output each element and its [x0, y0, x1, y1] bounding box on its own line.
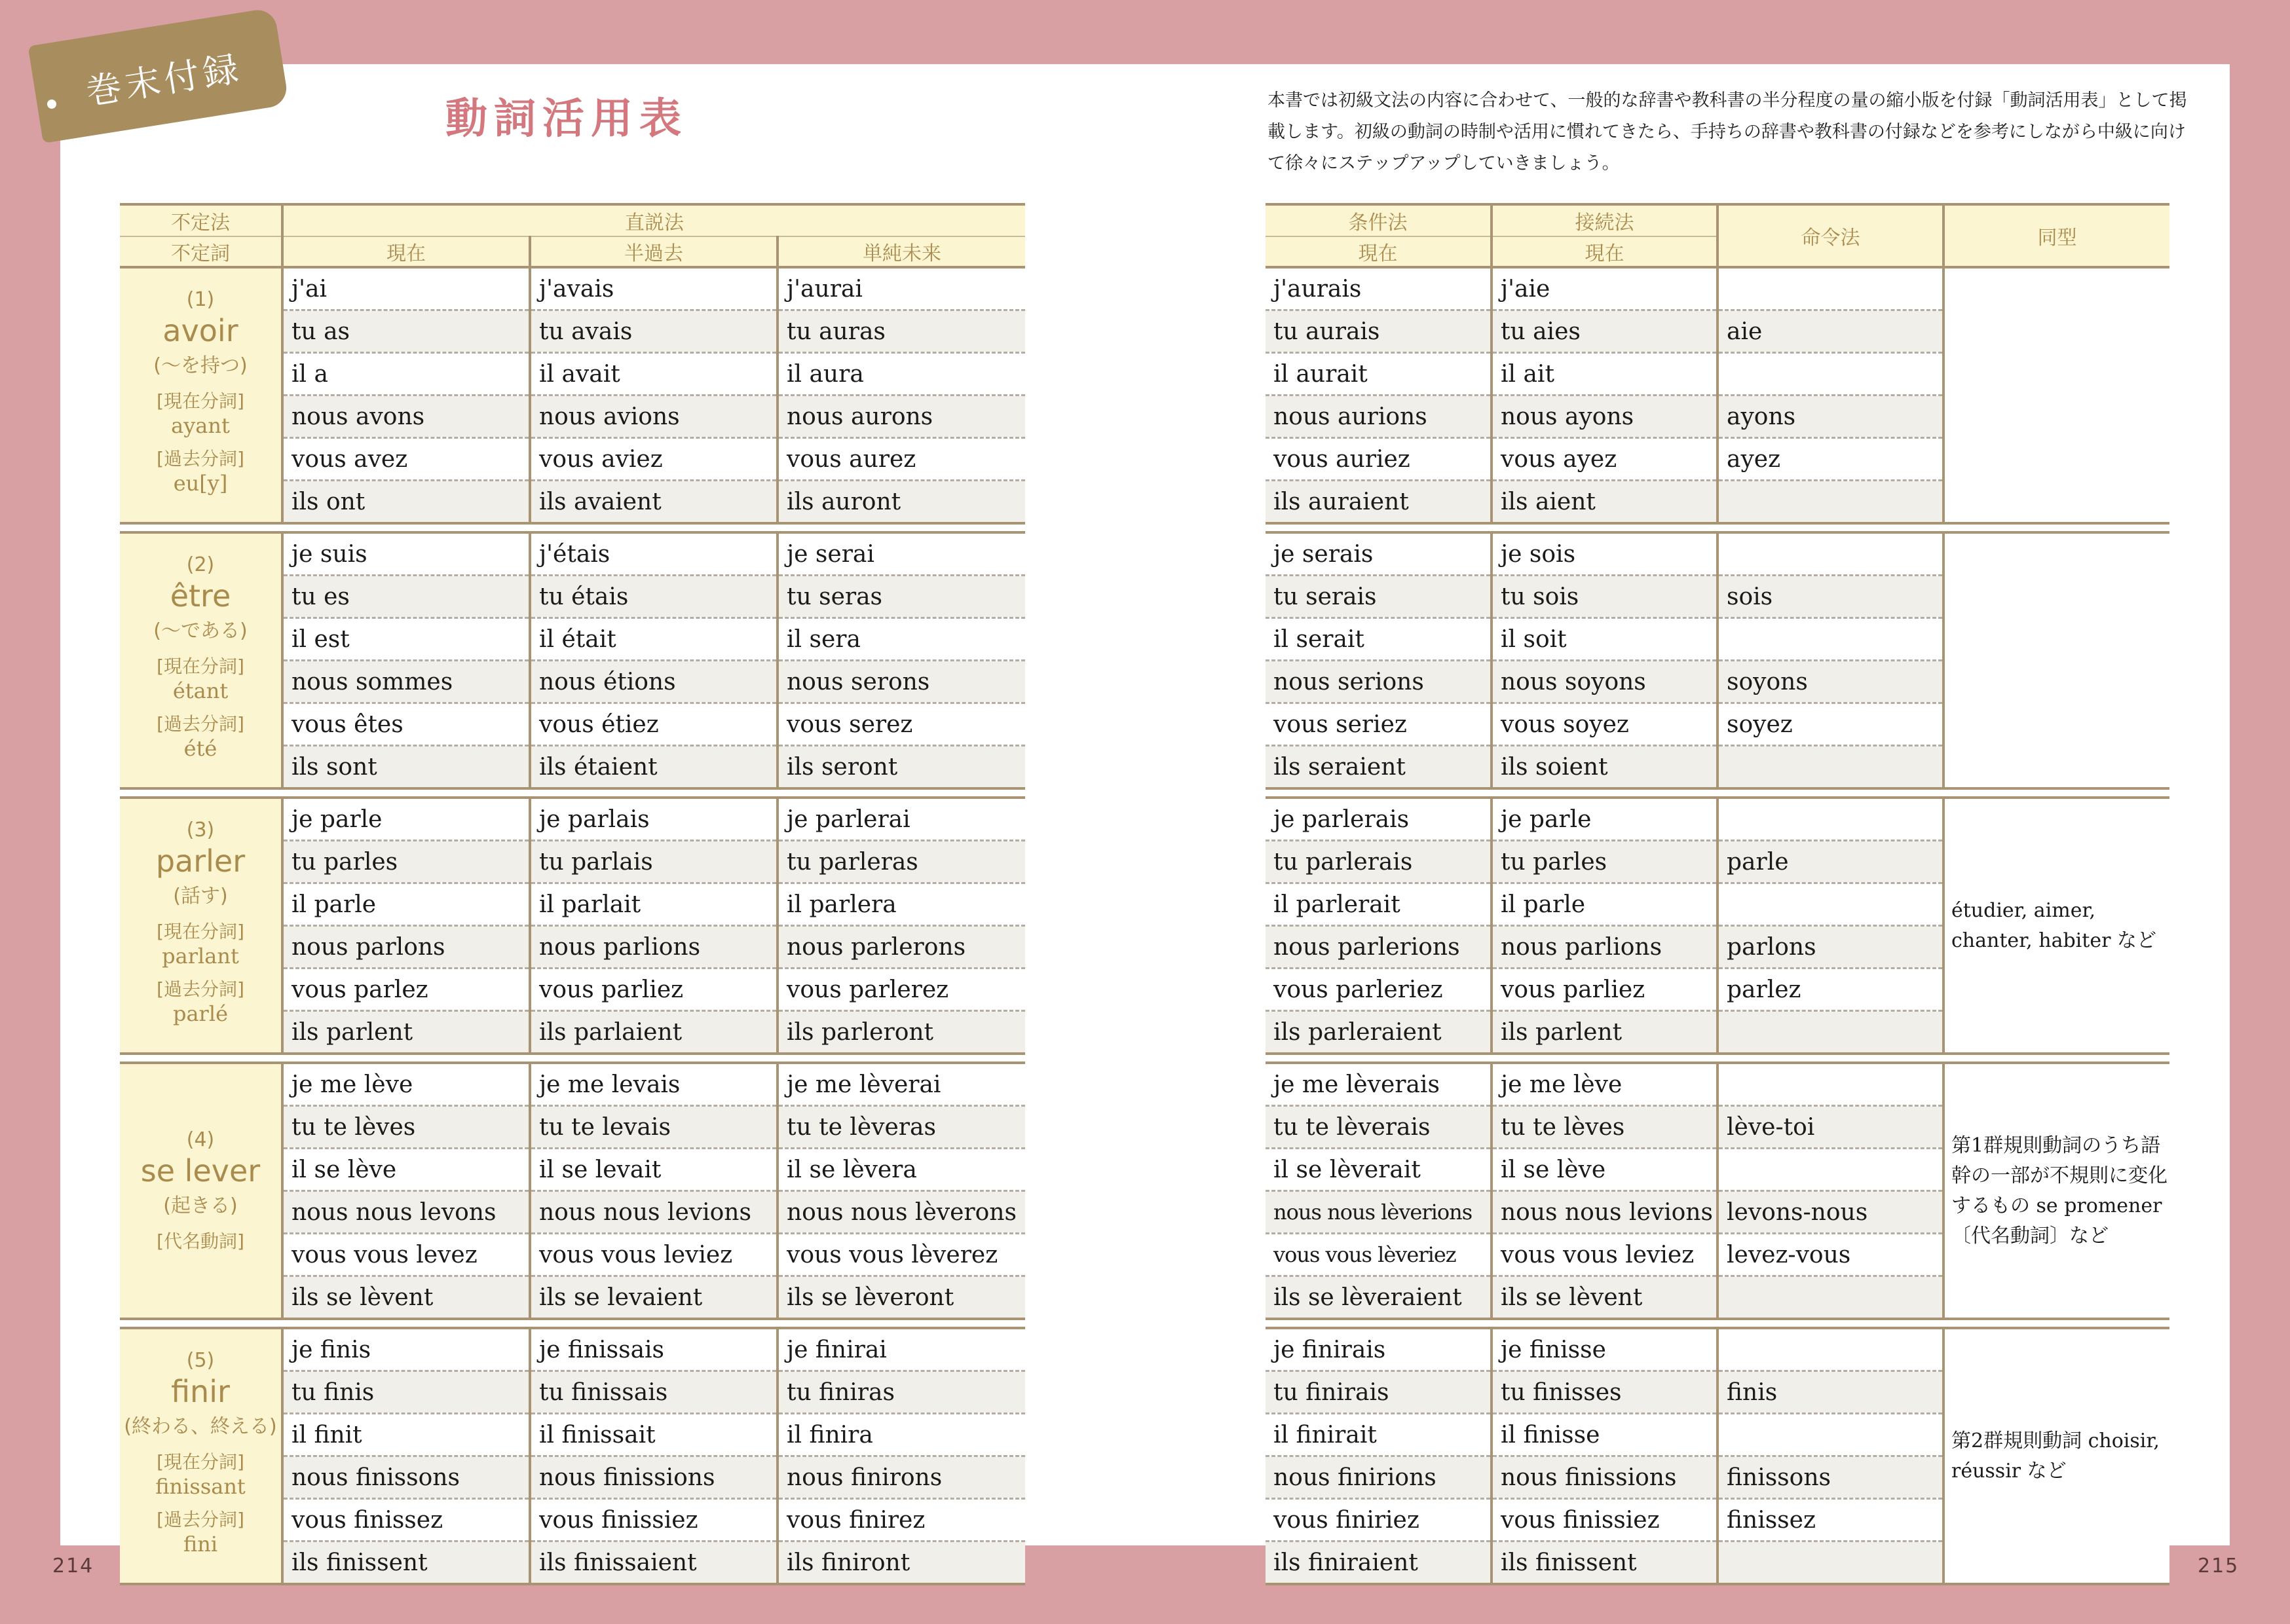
conditional-cell: je me lèverais	[1266, 1063, 1492, 1106]
conditional-cell: tu parlerais	[1266, 841, 1492, 883]
subjunctive-cell: ils aient	[1492, 481, 1718, 524]
table-row	[1266, 1063, 2169, 1106]
present-cell: il finit	[282, 1414, 530, 1456]
future-cell: ils seront	[778, 746, 1025, 789]
future-cell: tu seras	[778, 576, 1025, 618]
page-title: 動詞活用表	[445, 95, 688, 143]
imperfect-cell: vous parliez	[530, 969, 778, 1011]
subjunctive-cell: nous soyons	[1492, 661, 1718, 703]
present-cell: je suis	[282, 532, 530, 576]
imperative-cell: finissons	[1718, 1456, 1943, 1499]
subjunctive-cell: nous finissions	[1492, 1456, 1718, 1499]
header-conditional: 条件法	[1266, 204, 1492, 236]
future-cell: il finira	[778, 1414, 1025, 1456]
imperative-cell: sois	[1718, 576, 1943, 618]
verb-infinitive: avoir	[162, 313, 238, 348]
table-row	[1266, 1328, 2169, 1371]
conditional-cell: il finirait	[1266, 1414, 1492, 1456]
future-cell: tu te lèveras	[778, 1106, 1025, 1149]
future-cell: il sera	[778, 618, 1025, 661]
past-participle: parlé	[172, 1001, 229, 1026]
verb-number: (3)	[186, 819, 215, 841]
table-row	[1266, 267, 2169, 310]
subjunctive-cell: je finisse	[1492, 1328, 1718, 1371]
imperfect-cell: je me levais	[530, 1063, 778, 1106]
future-cell: tu auras	[778, 310, 1025, 353]
verb-number: (1)	[186, 288, 215, 311]
conditional-cell: nous aurions	[1266, 396, 1492, 438]
verb-meaning: (終わる、終える)	[124, 1415, 277, 1438]
verb-infinitive: parler	[155, 843, 246, 879]
present-cell: tu te lèves	[282, 1106, 530, 1149]
table-row	[1266, 798, 2169, 841]
future-cell: je parlerai	[778, 798, 1025, 841]
imperfect-cell: il avait	[530, 353, 778, 396]
present-cell: il se lève	[282, 1149, 530, 1191]
verb-number: (4)	[186, 1128, 215, 1151]
table-row	[120, 1328, 1025, 1371]
header-subjunctive: 接続法	[1492, 204, 1718, 236]
conditional-cell: j'aurais	[1266, 267, 1492, 310]
infinitive-cell	[120, 1063, 282, 1319]
imperative-cell: finissez	[1718, 1499, 1943, 1541]
imperative-cell	[1718, 532, 1943, 576]
page-number-right: 215	[2198, 1555, 2240, 1578]
imperfect-cell: vous étiez	[530, 703, 778, 746]
present-participle: finissant	[155, 1474, 246, 1499]
verb-number: (5)	[186, 1349, 215, 1372]
header-type: 同型	[1943, 204, 2169, 267]
table-row	[120, 267, 1025, 310]
group-separator	[1266, 523, 2169, 532]
imperfect-cell: tu finissais	[530, 1371, 778, 1414]
imperfect-cell: nous finissions	[530, 1456, 778, 1499]
present-cell: je me lève	[282, 1063, 530, 1106]
indicative-table	[120, 203, 1025, 1585]
verb-meaning: (話す)	[173, 885, 228, 908]
verb-meaning: (〜である)	[153, 619, 248, 642]
imperfect-cell: nous étions	[530, 661, 778, 703]
imperfect-cell: j'étais	[530, 532, 778, 576]
imperfect-cell: nous nous levions	[530, 1191, 778, 1234]
participle-label: [過去分詞]	[157, 1509, 244, 1530]
participle-label: [現在分詞]	[157, 1451, 244, 1473]
imperfect-cell: ils se levaient	[530, 1276, 778, 1320]
subjunctive-cell: nous parlions	[1492, 926, 1718, 969]
conditional-cell: je parlerais	[1266, 798, 1492, 841]
imperative-cell	[1718, 618, 1943, 661]
subjunctive-cell: il se lève	[1492, 1149, 1718, 1191]
subjunctive-cell: ils se lèvent	[1492, 1276, 1718, 1320]
past-participle: fini	[183, 1532, 218, 1557]
subjunctive-cell: ils soient	[1492, 746, 1718, 789]
future-cell: vous parlerez	[778, 969, 1025, 1011]
conditional-cell: tu aurais	[1266, 310, 1492, 353]
present-cell: nous nous levons	[282, 1191, 530, 1234]
present-cell: tu es	[282, 576, 530, 618]
imperative-cell: parle	[1718, 841, 1943, 883]
imperative-cell	[1718, 1063, 1943, 1106]
present-cell: ils se lèvent	[282, 1276, 530, 1320]
subjunctive-cell: tu finisses	[1492, 1371, 1718, 1414]
subjunctive-cell: je parle	[1492, 798, 1718, 841]
present-cell: je finis	[282, 1328, 530, 1371]
present-cell: ils ont	[282, 481, 530, 524]
imperative-cell	[1718, 883, 1943, 926]
verb-infinitive: se lever	[140, 1153, 261, 1189]
group-separator	[1266, 1054, 2169, 1063]
present-cell: ils parlent	[282, 1011, 530, 1054]
present-cell: il a	[282, 353, 530, 396]
verb-infinitive: être	[170, 578, 231, 614]
present-cell: ils finissent	[282, 1541, 530, 1585]
conditional-cell: nous finirions	[1266, 1456, 1492, 1499]
imperative-cell	[1718, 1149, 1943, 1191]
present-cell: nous finissons	[282, 1456, 530, 1499]
imperfect-cell: je parlais	[530, 798, 778, 841]
imperfect-cell: il était	[530, 618, 778, 661]
group-separator	[120, 788, 1025, 798]
participle-label: [現在分詞]	[157, 921, 244, 942]
infinitive-cell	[120, 798, 282, 1054]
appendix-tag-label: 巻末付録	[83, 47, 246, 113]
present-cell: vous parlez	[282, 969, 530, 1011]
imperfect-cell: vous aviez	[530, 438, 778, 481]
conditional-cell: ils seraient	[1266, 746, 1492, 789]
imperative-cell	[1718, 1414, 1943, 1456]
table-row	[120, 798, 1025, 841]
subjunctive-cell: vous finissiez	[1492, 1499, 1718, 1541]
group-separator	[120, 523, 1025, 532]
intro-text: 本書では初級文法の内容に合わせて、一般的な辞書や教科書の半分程度の量の縮小版を付録「動詞活用表」として掲載します。初級の動詞の時制や活用に慣れてきたら、手持ちの辞書や教科書の付録などを参考にしながら中級に向けて徐々にステップアップしていきましょう。	[1267, 90, 2187, 174]
conditional-cell: ils auraient	[1266, 481, 1492, 524]
imperfect-cell: tu parlais	[530, 841, 778, 883]
infinitive-cell	[120, 267, 282, 523]
imperfect-cell: ils étaient	[530, 746, 778, 789]
imperfect-cell: il finissait	[530, 1414, 778, 1456]
subjunctive-cell: nous nous levions	[1492, 1191, 1718, 1234]
future-cell: je finirai	[778, 1328, 1025, 1371]
verb-meaning: (〜を持つ)	[153, 354, 248, 377]
future-cell: j'aurai	[778, 267, 1025, 310]
header-future: 単純未来	[778, 236, 1025, 267]
future-cell: il parlera	[778, 883, 1025, 926]
future-cell: nous finirons	[778, 1456, 1025, 1499]
conditional-cell: vous vous lèveriez	[1266, 1234, 1492, 1276]
page-number-left: 214	[52, 1555, 94, 1578]
imperative-cell: aie	[1718, 310, 1943, 353]
future-cell: ils parleront	[778, 1011, 1025, 1054]
imperfect-cell: il se levait	[530, 1149, 778, 1191]
subjunctive-cell: tu te lèves	[1492, 1106, 1718, 1149]
subjunctive-cell: ils parlent	[1492, 1011, 1718, 1054]
future-cell: nous parlerons	[778, 926, 1025, 969]
participle-label: [現在分詞]	[157, 655, 244, 677]
future-cell: ils auront	[778, 481, 1025, 524]
present-cell: tu parles	[282, 841, 530, 883]
conditional-cell: vous seriez	[1266, 703, 1492, 746]
subjunctive-cell: tu parles	[1492, 841, 1718, 883]
imperfect-cell: nous avions	[530, 396, 778, 438]
past-participle: eu[y]	[173, 471, 228, 496]
present-cell: tu finis	[282, 1371, 530, 1414]
conditional-cell: vous finiriez	[1266, 1499, 1492, 1541]
group-separator	[120, 1054, 1025, 1063]
participle-label: [過去分詞]	[157, 978, 244, 1000]
imperative-cell	[1718, 746, 1943, 789]
future-cell: ils finiront	[778, 1541, 1025, 1585]
present-participle: ayant	[171, 413, 230, 438]
imperfect-cell: j'avais	[530, 267, 778, 310]
imperfect-cell: nous parlions	[530, 926, 778, 969]
header-cond-present: 現在	[1266, 236, 1492, 267]
imperfect-cell: tu étais	[530, 576, 778, 618]
subjunctive-cell: je me lève	[1492, 1063, 1718, 1106]
subjunctive-cell: vous ayez	[1492, 438, 1718, 481]
conditional-cell: je serais	[1266, 532, 1492, 576]
subjunctive-cell: il finisse	[1492, 1414, 1718, 1456]
participle-label: [現在分詞]	[157, 390, 244, 412]
subjunctive-cell: ils finissent	[1492, 1541, 1718, 1585]
verb-type-note: 第2群規則動詞 choisir, réussir など	[1943, 1328, 2169, 1584]
present-cell: tu as	[282, 310, 530, 353]
present-cell: vous finissez	[282, 1499, 530, 1541]
conditional-subjunctive-table	[1266, 203, 2169, 1585]
imperative-cell	[1718, 1541, 1943, 1585]
tag-hole	[47, 100, 56, 109]
verb-number: (2)	[186, 553, 215, 576]
subjunctive-cell: je sois	[1492, 532, 1718, 576]
imperfect-cell: ils finissaient	[530, 1541, 778, 1585]
present-participle: étant	[172, 678, 229, 703]
present-cell: vous avez	[282, 438, 530, 481]
present-cell: vous vous levez	[282, 1234, 530, 1276]
imperfect-cell: il parlait	[530, 883, 778, 926]
future-cell: tu finiras	[778, 1371, 1025, 1414]
participle-label: [過去分詞]	[157, 713, 244, 735]
present-cell: j'ai	[282, 267, 530, 310]
verb-type-note: étudier, aimer, chanter, habiter など	[1943, 798, 2169, 1054]
future-cell: vous aurez	[778, 438, 1025, 481]
present-cell: vous êtes	[282, 703, 530, 746]
subjunctive-cell: vous soyez	[1492, 703, 1718, 746]
future-cell: vous finirez	[778, 1499, 1025, 1541]
verb-type-note: 第1群規則動詞のうち語幹の一部が不規則に変化するもの se promener〔代名動詞〕など	[1943, 1063, 2169, 1319]
conditional-cell: nous nous lèverions	[1266, 1191, 1492, 1234]
subjunctive-cell: vous vous leviez	[1492, 1234, 1718, 1276]
future-cell: je serai	[778, 532, 1025, 576]
participle-label: [代名動詞]	[157, 1230, 244, 1252]
future-cell: tu parleras	[778, 841, 1025, 883]
present-cell: nous sommes	[282, 661, 530, 703]
imperative-cell: levons-nous	[1718, 1191, 1943, 1234]
header-subj-present: 現在	[1492, 236, 1718, 267]
subjunctive-cell: tu sois	[1492, 576, 1718, 618]
subjunctive-cell: il soit	[1492, 618, 1718, 661]
imperative-cell: parlez	[1718, 969, 1943, 1011]
imperative-cell: lève-toi	[1718, 1106, 1943, 1149]
imperative-cell	[1718, 267, 1943, 310]
subjunctive-cell: nous ayons	[1492, 396, 1718, 438]
table-row	[1266, 532, 2169, 576]
future-cell: nous nous lèverons	[778, 1191, 1025, 1234]
subjunctive-cell: j'aie	[1492, 267, 1718, 310]
past-participle: été	[183, 736, 217, 761]
future-cell: vous vous lèverez	[778, 1234, 1025, 1276]
conditional-cell: nous serions	[1266, 661, 1492, 703]
imperative-cell: ayez	[1718, 438, 1943, 481]
table-row	[120, 1063, 1025, 1106]
imperative-cell	[1718, 798, 1943, 841]
conditional-cell: vous parleriez	[1266, 969, 1492, 1011]
imperative-cell	[1718, 1011, 1943, 1054]
conditional-cell: je finirais	[1266, 1328, 1492, 1371]
group-separator	[120, 1319, 1025, 1328]
subjunctive-cell: il parle	[1492, 883, 1718, 926]
imperfect-cell: tu te levais	[530, 1106, 778, 1149]
imperative-cell	[1718, 481, 1943, 524]
present-cell: il est	[282, 618, 530, 661]
future-cell: nous serons	[778, 661, 1025, 703]
subjunctive-cell: vous parliez	[1492, 969, 1718, 1011]
verb-type-note	[1943, 267, 2169, 523]
imperfect-cell: ils avaient	[530, 481, 778, 524]
conditional-cell: il se lèverait	[1266, 1149, 1492, 1191]
conditional-cell: tu te lèverais	[1266, 1106, 1492, 1149]
future-cell: je me lèverai	[778, 1063, 1025, 1106]
future-cell: il se lèvera	[778, 1149, 1025, 1191]
imperative-cell: soyons	[1718, 661, 1943, 703]
header-present: 現在	[282, 236, 530, 267]
subjunctive-cell: tu aies	[1492, 310, 1718, 353]
header-imperfect: 半過去	[530, 236, 778, 267]
conditional-cell: ils se lèveraient	[1266, 1276, 1492, 1320]
imperative-cell: parlons	[1718, 926, 1943, 969]
verb-infinitive: finir	[171, 1374, 230, 1409]
conditional-cell: il serait	[1266, 618, 1492, 661]
conditional-cell: tu finirais	[1266, 1371, 1492, 1414]
present-cell: je parle	[282, 798, 530, 841]
present-cell: il parle	[282, 883, 530, 926]
header-infinitive-sub: 不定詞	[120, 236, 282, 267]
imperfect-cell: ils parlaient	[530, 1011, 778, 1054]
imperative-cell: ayons	[1718, 396, 1943, 438]
infinitive-cell	[120, 1328, 282, 1584]
imperfect-cell: je finissais	[530, 1328, 778, 1371]
table-row	[120, 532, 1025, 576]
header-indicative: 直説法	[282, 204, 1025, 236]
future-cell: nous aurons	[778, 396, 1025, 438]
imperative-cell: levez-vous	[1718, 1234, 1943, 1276]
header-imperative: 命令法	[1718, 204, 1943, 267]
imperative-cell: soyez	[1718, 703, 1943, 746]
group-separator	[1266, 1319, 2169, 1328]
present-cell: ils sont	[282, 746, 530, 789]
imperfect-cell: tu avais	[530, 310, 778, 353]
subjunctive-cell: il ait	[1492, 353, 1718, 396]
infinitive-cell	[120, 532, 282, 788]
future-cell: il aura	[778, 353, 1025, 396]
conditional-cell: ils finiraient	[1266, 1541, 1492, 1585]
conditional-cell: nous parlerions	[1266, 926, 1492, 969]
future-cell: vous serez	[778, 703, 1025, 746]
verb-type-note	[1943, 532, 2169, 788]
present-participle: parlant	[162, 944, 239, 969]
verb-meaning: (起きる)	[163, 1194, 238, 1217]
conditional-cell: il aurait	[1266, 353, 1492, 396]
conditional-cell: il parlerait	[1266, 883, 1492, 926]
participle-label: [過去分詞]	[157, 448, 244, 470]
present-cell: nous parlons	[282, 926, 530, 969]
conditional-cell: vous auriez	[1266, 438, 1492, 481]
future-cell: ils se lèveront	[778, 1276, 1025, 1320]
conditional-cell: ils parleraient	[1266, 1011, 1492, 1054]
header-infinitive: 不定法	[120, 204, 282, 236]
imperative-cell	[1718, 353, 1943, 396]
imperfect-cell: vous vous leviez	[530, 1234, 778, 1276]
imperative-cell	[1718, 1328, 1943, 1371]
present-cell: nous avons	[282, 396, 530, 438]
imperfect-cell: vous finissiez	[530, 1499, 778, 1541]
group-separator	[1266, 788, 2169, 798]
imperative-cell: finis	[1718, 1371, 1943, 1414]
conditional-cell: tu serais	[1266, 576, 1492, 618]
imperative-cell	[1718, 1276, 1943, 1320]
